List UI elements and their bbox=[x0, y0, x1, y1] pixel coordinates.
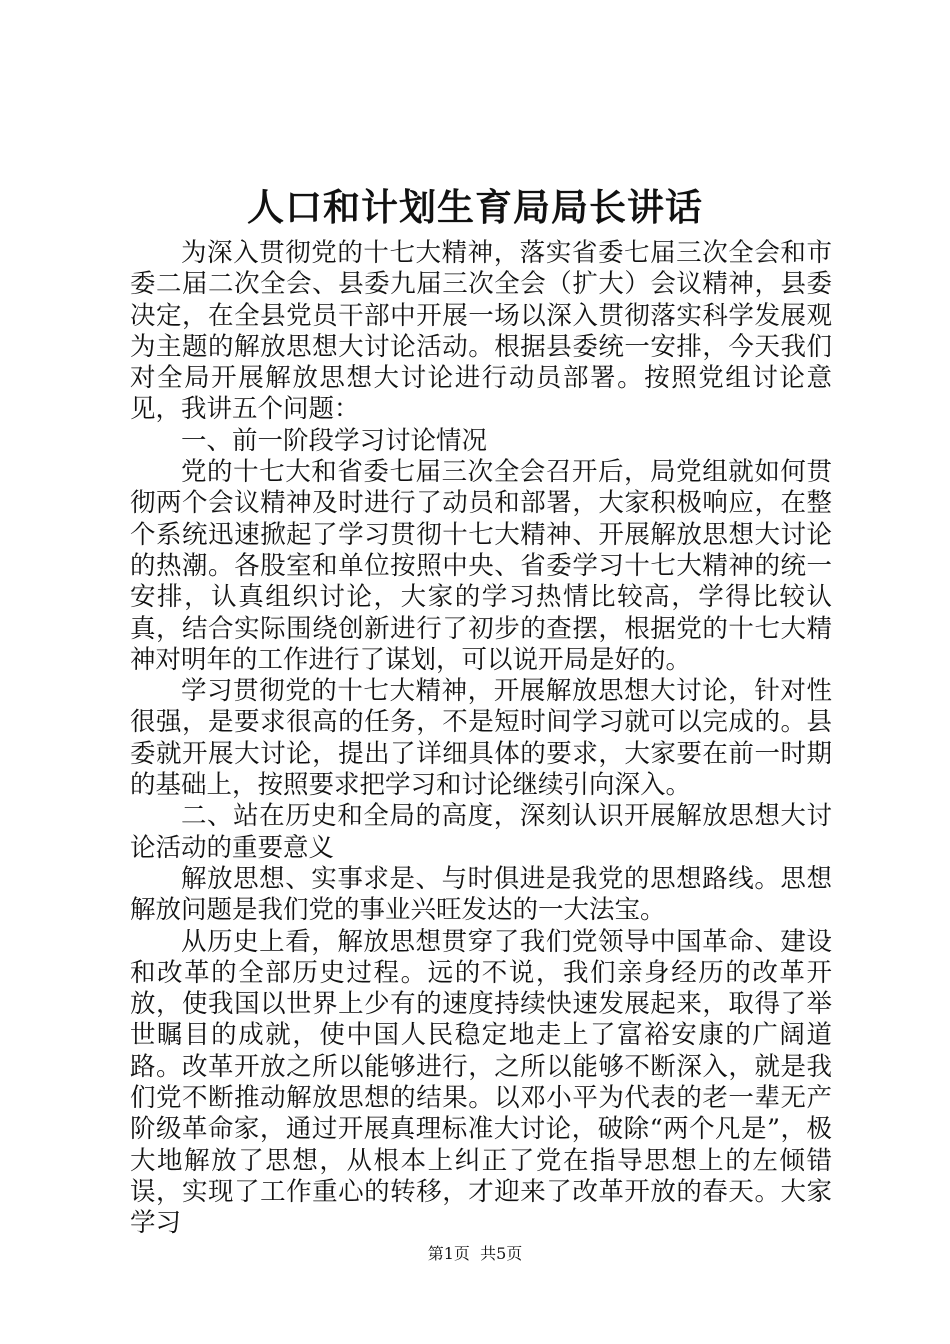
page-total: 共5页 bbox=[480, 1244, 523, 1263]
paragraph: 党的十七大和省委七届三次全会召开后，局党组就如何贯彻两个会议精神及时进行了动员和部署，大家积极响应，在整个系统迅速掀起了学习贯彻十七大精神、开展解放思想大讨论的热潮。各股室和单位按照中央、省委学习十七大精神的统一安排，认真组织讨论，大家的学习热情比较高，学得比较认真，结合实际围绕创新进行了初步的查摆，根据党的十七大精神对明年的工作进行了谋划，可以说开局是好的。 bbox=[130, 457, 832, 675]
page-footer bbox=[0, 1243, 950, 1265]
section-heading-2: 二、站在历史和全局的高度，深刻认识开展解放思想大讨论活动的重要意义 bbox=[130, 801, 832, 863]
section-heading-1: 一、前一阶段学习讨论情况 bbox=[181, 425, 488, 456]
page-number: 第1页 bbox=[427, 1244, 470, 1263]
paragraph: 从历史上看，解放思想贯穿了我们党领导中国革命、建设和改革的全部历史过程。远的不说，我们亲身经历的改革开放，使我国以世界上少有的速度持续快速发展起来，取得了举世瞩目的成就，使中国人民稳定地走上了富裕安康的广阔道路。改革开放之所以能够进行，之所以能够不断深入，就是我们党不断推动解放思想的结果。以邓小平为代表的老一辈无产阶级革命家，通过开展真理标准大讨论，破除“两个凡是”，极大地解放了思想，从根本上纠正了党在指导思想上的左倾错误，实现了工作重心的转移，才迎来了改革开放的春天。大家学习 bbox=[130, 926, 832, 1239]
document-body bbox=[130, 238, 832, 1240]
paragraph: 解放思想、实事求是、与时俱进是我党的思想路线。思想解放问题是我们党的事业兴旺发达的一大法宝。 bbox=[130, 863, 832, 926]
paragraph: 学习贯彻党的十七大精神，开展解放思想大讨论，针对性很强，是要求很高的任务，不是短时间学习就可以完成的。县委就开展大讨论，提出了详细具体的要求，大家要在前一时期的基础上，按照要求把学习和讨论继续引向深入。 bbox=[130, 676, 832, 801]
document-title: 人口和计划生育局局长讲话 bbox=[247, 185, 703, 229]
paragraph-intro: 为深入贯彻党的十七大精神，落实省委七届三次全会和市委二届二次全会、县委九届三次全会（扩大）会议精神，县委决定，在全县党员干部中开展一场以深入贯彻落实科学发展观为主题的解放思想大讨论活动。根据县委统一安排，今天我们对全局开展解放思想大讨论进行动员部署。按照党组讨论意见，我讲五个问题： bbox=[130, 238, 832, 425]
